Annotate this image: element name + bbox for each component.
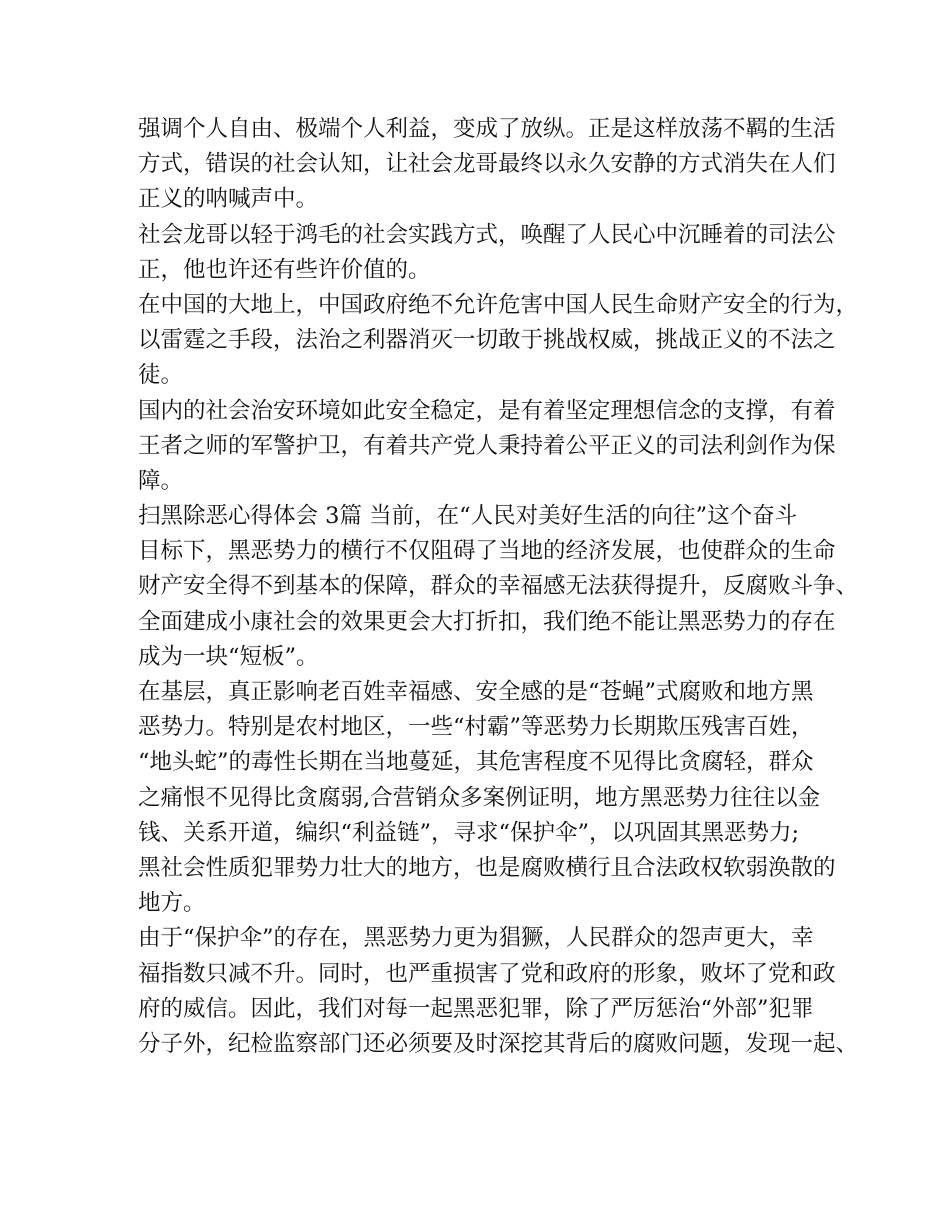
- text-line: 财产安全得不到基本的保障，群众的幸福感无法获得提升，反腐败斗争、: [138, 573, 859, 600]
- text-line: 恶势力。特别是农村地区，一些“村霸”等恶势力长期欺压残害百姓，: [138, 714, 814, 741]
- document-body: [138, 112, 859, 1062]
- text-line: 分子外，纪检监察部门还必须要及时深挖其背后的腐败问题，发现一起、: [138, 1030, 859, 1057]
- text-line: 扫黑除恶心得体会 3篇 当前，在“人民对美好生活的向往”这个奋斗: [138, 503, 798, 530]
- text-line: 福指数只减不升。同时，也严重损害了党和政府的形象，败坏了党和政: [138, 960, 836, 987]
- text-line: 在基层，真正影响老百姓幸福感、安全感的是“苍蝇”式腐败和地方黑: [138, 679, 814, 705]
- text-line: 之痛恨不见得比贪腐弱,合营销众多案例证明，地方黑恶势力往往以金: [138, 784, 821, 811]
- text-line: 以雷霆之手段，法治之利器消灭一切敢于挑战权威，挑战正义的不法之: [138, 327, 836, 354]
- text-line: 社会龙哥以轻于鸿毛的社会实践方式，唤醒了人民心中沉睡着的司法公: [138, 221, 836, 248]
- text-line: 由于“保护伞”的存在，黑恶势力更为猖獗，人民群众的怨声更大，幸: [138, 925, 814, 952]
- text-line: 地方。: [138, 890, 206, 917]
- text-line: 障。: [138, 467, 184, 494]
- text-line: 在中国的大地上，中国政府绝不允许危害中国人民生命财产安全的行为，: [138, 291, 859, 318]
- text-line: “地头蛇”的毒性长期在当地蔓延，其危害程度不见得比贪腐轻，群众: [138, 749, 814, 776]
- text-line: 钱、关系开道，编织“利益链”，寻求“保护伞”，以巩固其黑恶势力;: [138, 819, 800, 846]
- text-line: 方式，错误的社会认知，让社会龙哥最终以永久安静的方式消失在人们: [138, 151, 836, 178]
- text-line: 目标下，黑恶势力的横行不仅阻碍了当地的经济发展，也使群众的生命: [138, 538, 836, 565]
- text-line: 徒。: [138, 362, 184, 389]
- text-line: 王者之师的军警护卫，有着共产党人秉持着公平正义的司法利剑作为保: [138, 432, 836, 459]
- text-line: 正义的呐喊声中。: [138, 186, 319, 213]
- text-line: 府的威信。因此，我们对每一起黑恶犯罪，除了严厉惩治“外部”犯罪: [138, 995, 814, 1022]
- text-line: 黑社会性质犯罪势力壮大的地方，也是腐败横行且合法政权软弱涣散的: [138, 854, 836, 881]
- text-line: 正，他也许还有些许价值的。: [138, 256, 431, 283]
- text-line: 国内的社会治安环境如此安全稳定，是有着坚定理想信念的支撑，有着: [138, 397, 836, 424]
- text-line: 成为一块“短板”。: [138, 643, 319, 670]
- text-line: 强调个人自由、极端个人利益，变成了放纵。正是这样放荡不羁的生活: [138, 116, 836, 142]
- text-line: 全面建成小康社会的效果更会大打折扣，我们绝不能让黑恶势力的存在: [138, 608, 836, 635]
